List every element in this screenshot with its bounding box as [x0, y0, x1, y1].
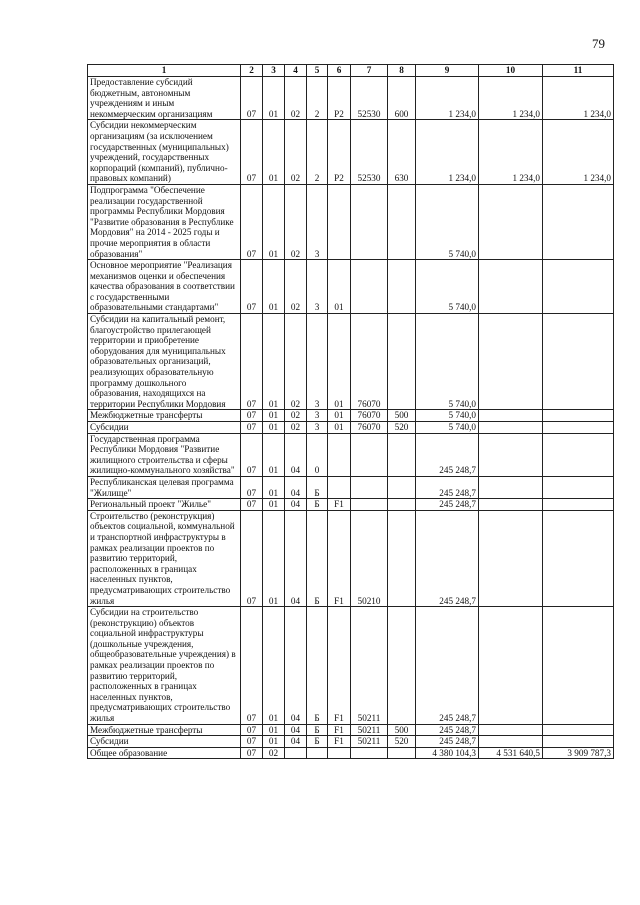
table-cell: 01: [263, 607, 285, 725]
table-cell: 245 248,7: [416, 724, 479, 736]
table-cell: [479, 422, 543, 434]
table-cell: 07: [241, 499, 263, 511]
page-number: 79: [592, 36, 605, 51]
row-label-cell: Государственная программа Республики Мордовия "Развитие жилищного строительства и сферы жилищно-коммунального хозяйства": [88, 433, 241, 476]
table-row: [88, 510, 614, 606]
table-cell: [351, 499, 388, 511]
table-cell: 600: [388, 77, 416, 120]
table-cell: 07: [241, 120, 263, 185]
column-header: 6: [328, 65, 351, 77]
table-cell: 02: [263, 747, 285, 759]
row-label-cell: Субсидии: [88, 736, 241, 748]
row-label-cell: Республиканская целевая программа "Жилище": [88, 476, 241, 498]
table-cell: 3: [307, 422, 328, 434]
table-cell: F1: [328, 736, 351, 748]
table-cell: [351, 260, 388, 314]
table-cell: [479, 433, 543, 476]
column-header: 5: [307, 65, 328, 77]
table-cell: [388, 260, 416, 314]
table-cell: 01: [328, 260, 351, 314]
table-cell: 07: [241, 77, 263, 120]
table-cell: 01: [263, 410, 285, 422]
column-header: 11: [543, 65, 614, 77]
table-row: [88, 410, 614, 422]
table-cell: 1 234,0: [416, 77, 479, 120]
table-cell: F1: [328, 724, 351, 736]
table-cell: [388, 476, 416, 498]
table-row: [88, 736, 614, 748]
table-cell: 04: [285, 433, 307, 476]
table-cell: 630: [388, 120, 416, 185]
table-cell: [285, 747, 307, 759]
table-cell: [479, 724, 543, 736]
table-cell: 76070: [351, 422, 388, 434]
table-cell: [328, 747, 351, 759]
table-cell: [328, 476, 351, 498]
table-cell: 2: [307, 77, 328, 120]
table-cell: 52530: [351, 77, 388, 120]
table-cell: 01: [263, 120, 285, 185]
table-cell: 3: [307, 184, 328, 259]
row-label-cell: Субсидии на капитальный ремонт, благоустройство прилегающей территории и приобретение оборудования для муниципальных образовательных организаций, реализующих образовательную программу дошкольного образования, находящихся на территории Республики Мордовия: [88, 314, 241, 410]
table-cell: 01: [263, 499, 285, 511]
table-cell: 01: [263, 724, 285, 736]
table-cell: [479, 184, 543, 259]
table-row: [88, 184, 614, 259]
table-cell: [479, 499, 543, 511]
table-cell: 520: [388, 422, 416, 434]
row-label-cell: Подпрограмма "Обеспечение реализации государственной программы Республики Мордовия "Развитие образования в Республике Мордовия" на 2014 - 2025 годы и прочие мероприятия в области образования": [88, 184, 241, 259]
table-cell: [388, 607, 416, 725]
table-cell: 1 234,0: [543, 77, 614, 120]
table-cell: 02: [285, 184, 307, 259]
table-cell: 04: [285, 476, 307, 498]
table-cell: [543, 499, 614, 511]
table-cell: 04: [285, 724, 307, 736]
table-cell: 07: [241, 260, 263, 314]
table-cell: [543, 314, 614, 410]
table-cell: [388, 747, 416, 759]
table-cell: [351, 184, 388, 259]
table-cell: 01: [328, 410, 351, 422]
table-cell: [479, 736, 543, 748]
table-cell: [543, 184, 614, 259]
table-cell: 07: [241, 724, 263, 736]
table-cell: 04: [285, 736, 307, 748]
table-cell: [351, 433, 388, 476]
table-row: [88, 747, 614, 759]
table-cell: 0: [307, 433, 328, 476]
table-cell: 02: [285, 410, 307, 422]
table-cell: 07: [241, 410, 263, 422]
table-cell: 245 248,7: [416, 499, 479, 511]
table-cell: [479, 410, 543, 422]
table-row: [88, 433, 614, 476]
column-header: 1: [88, 65, 241, 77]
table-cell: 245 248,7: [416, 433, 479, 476]
table-cell: [388, 499, 416, 511]
column-header: 2: [241, 65, 263, 77]
table-cell: 07: [241, 184, 263, 259]
table-cell: 02: [285, 120, 307, 185]
table-row: [88, 120, 614, 185]
column-header: 10: [479, 65, 543, 77]
table-cell: [543, 260, 614, 314]
table-cell: 5 740,0: [416, 260, 479, 314]
table-cell: Б: [307, 736, 328, 748]
table-cell: 1 234,0: [479, 77, 543, 120]
table-cell: Р2: [328, 120, 351, 185]
table-cell: [479, 510, 543, 606]
table-cell: 76070: [351, 410, 388, 422]
table-cell: [328, 184, 351, 259]
row-label-cell: Межбюджетные трансферты: [88, 410, 241, 422]
table-cell: 500: [388, 724, 416, 736]
table-cell: 5 740,0: [416, 184, 479, 259]
table-cell: 1 234,0: [479, 120, 543, 185]
table-cell: 02: [285, 422, 307, 434]
table-cell: 01: [263, 77, 285, 120]
table-cell: Б: [307, 476, 328, 498]
table-cell: 50211: [351, 607, 388, 725]
table-cell: 3 909 787,3: [543, 747, 614, 759]
table-cell: 01: [263, 736, 285, 748]
table-cell: 50210: [351, 510, 388, 606]
table-cell: 5 740,0: [416, 314, 479, 410]
table-cell: [543, 422, 614, 434]
row-label-cell: Региональный проект "Жилье": [88, 499, 241, 511]
table-cell: [479, 476, 543, 498]
table-cell: F1: [328, 499, 351, 511]
table-cell: 01: [263, 476, 285, 498]
table-cell: 07: [241, 314, 263, 410]
table-cell: 50211: [351, 724, 388, 736]
table-cell: [479, 314, 543, 410]
row-label-cell: Общее образование: [88, 747, 241, 759]
row-label-cell: Субсидии на строительство (реконструкцию) объектов социальной инфраструктуры (дошкольные учреждения, общеобразовательные учреждения) в рамках реализации проектов по развитию территорий, расположенных в границах населенных пунктов, предусматривающих строительство жилья: [88, 607, 241, 725]
table-cell: [543, 410, 614, 422]
table-cell: [543, 736, 614, 748]
table-cell: 02: [285, 77, 307, 120]
table-cell: 2: [307, 120, 328, 185]
table-cell: [543, 724, 614, 736]
row-label-cell: Межбюджетные трансферты: [88, 724, 241, 736]
column-header: 7: [351, 65, 388, 77]
table-cell: 07: [241, 422, 263, 434]
table-cell: 01: [328, 314, 351, 410]
column-header: 4: [285, 65, 307, 77]
table-cell: [543, 476, 614, 498]
table-row: [88, 607, 614, 725]
table-row: [88, 724, 614, 736]
table-body: [88, 77, 614, 759]
table-cell: 02: [285, 260, 307, 314]
table-cell: Б: [307, 607, 328, 725]
table-cell: 07: [241, 747, 263, 759]
table-cell: 01: [263, 184, 285, 259]
table-cell: 07: [241, 510, 263, 606]
row-label-cell: Основное мероприятие "Реализация механизмов оценки и обеспечения качества образования в соответствии с государственными образовательными стандартами": [88, 260, 241, 314]
table-cell: F1: [328, 607, 351, 725]
table-row: [88, 499, 614, 511]
column-header: 9: [416, 65, 479, 77]
table-cell: 04: [285, 607, 307, 725]
table-cell: F1: [328, 510, 351, 606]
table-cell: Б: [307, 510, 328, 606]
table-cell: [388, 433, 416, 476]
table-row: [88, 314, 614, 410]
table-cell: 07: [241, 433, 263, 476]
table-cell: [388, 510, 416, 606]
table-cell: 3: [307, 260, 328, 314]
table-cell: [543, 433, 614, 476]
table-cell: 07: [241, 736, 263, 748]
table-cell: 245 248,7: [416, 476, 479, 498]
table-row: [88, 476, 614, 498]
table-cell: 01: [263, 422, 285, 434]
table-cell: [328, 433, 351, 476]
table-cell: [543, 510, 614, 606]
table-cell: 3: [307, 410, 328, 422]
table-cell: 1 234,0: [416, 120, 479, 185]
table-cell: 245 248,7: [416, 736, 479, 748]
table-cell: 04: [285, 510, 307, 606]
table-cell: 5 740,0: [416, 422, 479, 434]
table-cell: 07: [241, 476, 263, 498]
row-label-cell: Строительство (реконструкция) объектов социальной, коммунальной и транспортной инфраструктуры в рамках реализации проектов по развитию территорий, расположенных в границах населенных пунктов, предусматривающих строительство жилья: [88, 510, 241, 606]
table-cell: 01: [263, 433, 285, 476]
table-cell: [543, 607, 614, 725]
table-header-row: [88, 65, 614, 77]
table-cell: 4 380 104,3: [416, 747, 479, 759]
table-cell: 520: [388, 736, 416, 748]
table-cell: Б: [307, 724, 328, 736]
table-cell: 5 740,0: [416, 410, 479, 422]
table-cell: 76070: [351, 314, 388, 410]
table-cell: 02: [285, 314, 307, 410]
table-cell: [479, 607, 543, 725]
table-row: [88, 77, 614, 120]
table-cell: 01: [263, 260, 285, 314]
table-cell: 04: [285, 499, 307, 511]
table-cell: 245 248,7: [416, 607, 479, 725]
table-row: [88, 422, 614, 434]
table-row: [88, 260, 614, 314]
row-label-cell: Субсидии: [88, 422, 241, 434]
table-cell: 01: [263, 510, 285, 606]
table-cell: 52530: [351, 120, 388, 185]
table-cell: [351, 476, 388, 498]
table-cell: [307, 747, 328, 759]
row-label-cell: Предоставление субсидий бюджетным, автономным учреждениям и иным некоммерческим организациям: [88, 77, 241, 120]
budget-table: [87, 64, 614, 759]
table-cell: Б: [307, 499, 328, 511]
table-cell: [351, 747, 388, 759]
table-cell: 01: [263, 314, 285, 410]
table-cell: 4 531 640,5: [479, 747, 543, 759]
row-label-cell: Субсидии некоммерческим организациям (за исключением государственных (муниципальных) учреждений, государственных корпораций (компаний), публично-правовых компаний): [88, 120, 241, 185]
table-cell: 1 234,0: [543, 120, 614, 185]
table-cell: [479, 260, 543, 314]
table-cell: [388, 184, 416, 259]
table-cell: [388, 314, 416, 410]
table-cell: 50211: [351, 736, 388, 748]
table-cell: 500: [388, 410, 416, 422]
table-cell: 07: [241, 607, 263, 725]
table-cell: Р2: [328, 77, 351, 120]
column-header: 8: [388, 65, 416, 77]
column-header: 3: [263, 65, 285, 77]
table-cell: 3: [307, 314, 328, 410]
table-cell: 245 248,7: [416, 510, 479, 606]
table-cell: 01: [328, 422, 351, 434]
